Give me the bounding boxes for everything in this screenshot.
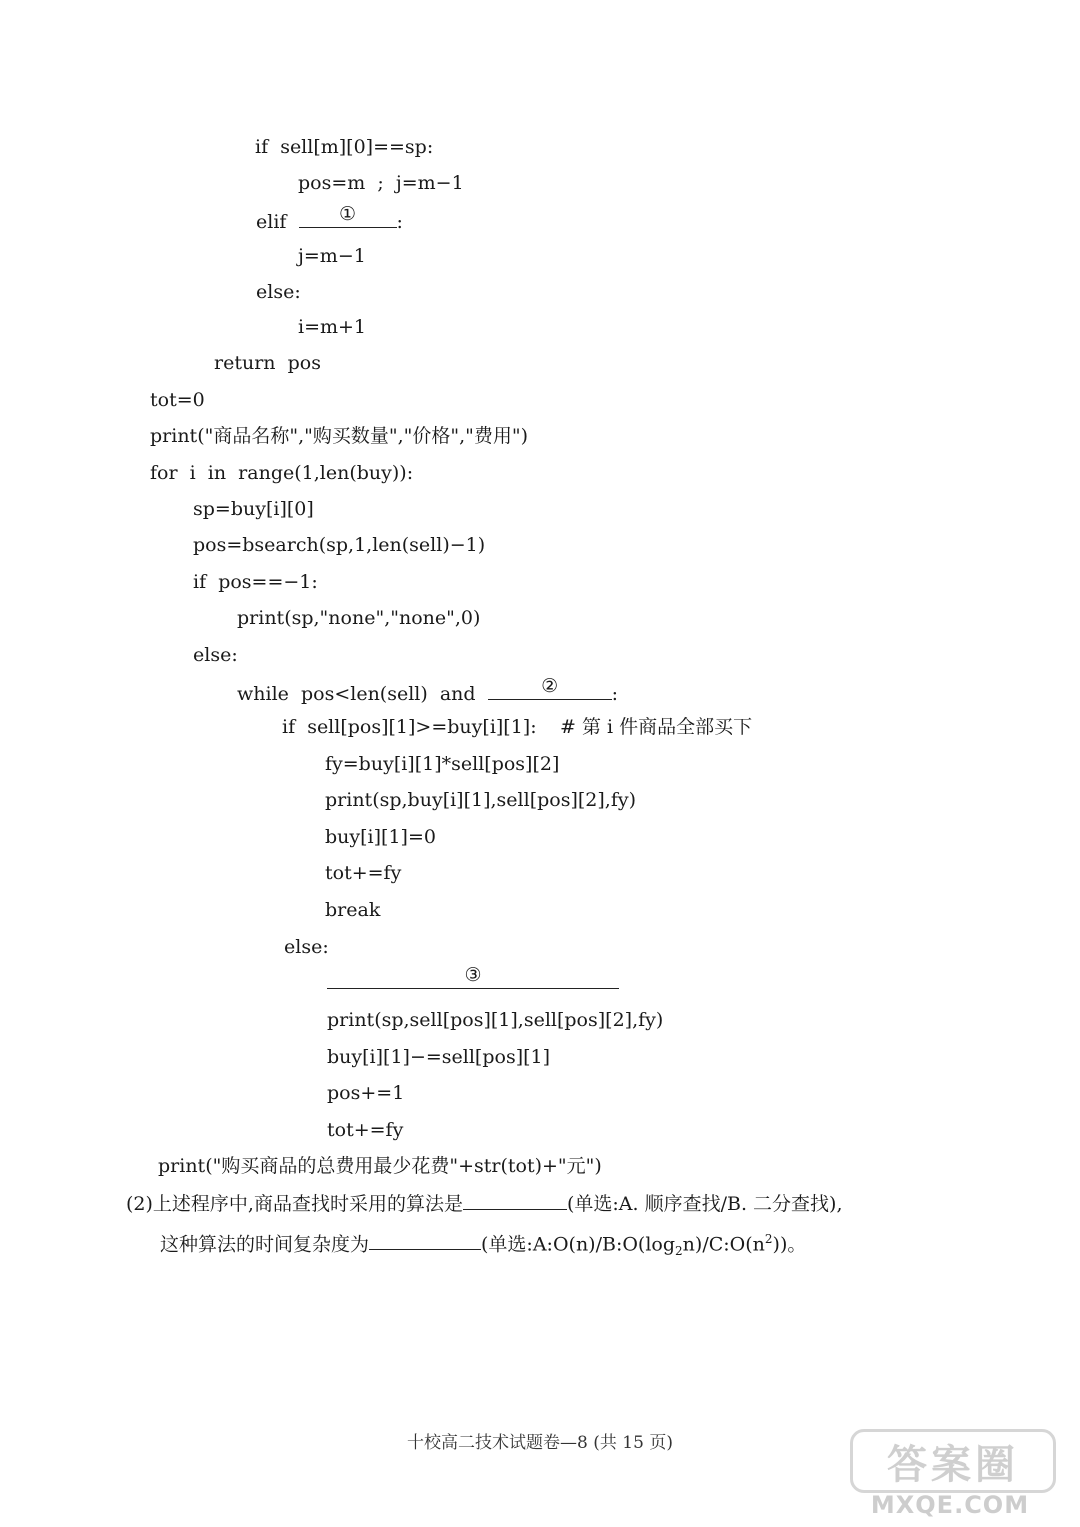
code-line: for i in range(1,len(buy)): <box>150 462 414 484</box>
code-line: return pos <box>214 352 321 374</box>
question-text: (单选:A:O(n)/B:O(log <box>481 1233 676 1256</box>
code-line: i=m+1 <box>298 316 367 338</box>
code-line: print("购买商品的总费用最少花费"+str(tot)+"元") <box>158 1155 602 1177</box>
question-text: ))。 <box>772 1233 807 1256</box>
blank-marker: ③ <box>464 964 482 986</box>
code-line: print("商品名称","购买数量","价格","费用") <box>150 425 529 447</box>
code-line: pos=bsearch(sp,1,len(sell)−1) <box>193 534 486 556</box>
code-line <box>256 203 403 234</box>
code-text: : <box>396 211 403 233</box>
code-line: else: <box>193 644 238 666</box>
superscript: 2 <box>764 1232 773 1246</box>
code-line: pos+=1 <box>327 1082 405 1104</box>
question-line-1 <box>126 1189 842 1216</box>
blank-marker: ② <box>541 675 559 697</box>
code-line: print(sp,buy[i][1],sell[pos][2],fy) <box>325 789 637 811</box>
code-line: if pos==−1: <box>193 571 318 593</box>
blank-2[interactable] <box>488 675 612 700</box>
answer-blank-complexity[interactable] <box>369 1229 481 1250</box>
code-line: tot+=fy <box>325 862 402 884</box>
code-line: j=m−1 <box>298 245 366 267</box>
code-line: buy[i][1]=0 <box>325 826 436 848</box>
code-line: tot=0 <box>150 389 205 411</box>
code-line <box>327 964 619 995</box>
code-line: if sell[pos][1]>=buy[i][1]: <box>282 716 537 738</box>
code-line <box>237 675 619 706</box>
code-line: break <box>325 899 381 921</box>
question-text: (2)上述程序中,商品查找时采用的算法是 <box>126 1193 463 1215</box>
code-line: tot+=fy <box>327 1119 404 1141</box>
question-text: 这种算法的时间复杂度为 <box>160 1233 370 1256</box>
page-footer: 十校高二技术试题卷—8 (共 15 页) <box>407 1433 673 1453</box>
question-text: (单选:A. 顺序查找/B. 二分查找), <box>566 1193 843 1215</box>
watermark-logo: 答案圈 <box>850 1429 1056 1493</box>
code-text: while pos<len(sell) and <box>237 683 488 705</box>
question-line-2 <box>160 1227 806 1263</box>
code-line: sp=buy[i][0] <box>193 498 314 520</box>
code-line: fy=buy[i][1]*sell[pos][2] <box>325 753 560 775</box>
code-text: : <box>611 683 619 705</box>
code-line: else: <box>256 281 301 303</box>
code-line: else: <box>284 936 329 958</box>
question-text: n)/C:O(n <box>682 1233 765 1256</box>
blank-3[interactable] <box>327 964 619 989</box>
code-text: elif <box>256 211 299 233</box>
subscript: 2 <box>675 1244 683 1259</box>
answer-blank-algorithm[interactable] <box>463 1189 567 1210</box>
blank-1[interactable] <box>299 203 397 228</box>
code-line: print(sp,sell[pos][1],sell[pos][2],fy) <box>327 1009 664 1031</box>
watermark <box>850 1429 1050 1519</box>
blank-marker: ① <box>338 203 357 225</box>
code-comment: # 第 i 件商品全部买下 <box>560 716 753 738</box>
watermark-site: MXQE.COM <box>870 1491 1030 1519</box>
code-line: print(sp,"none","none",0) <box>237 607 481 629</box>
code-line: if sell[m][0]==sp: <box>255 136 434 158</box>
code-line: buy[i][1]−=sell[pos][1] <box>327 1046 551 1068</box>
code-line: pos=m ; j=m−1 <box>298 172 464 194</box>
